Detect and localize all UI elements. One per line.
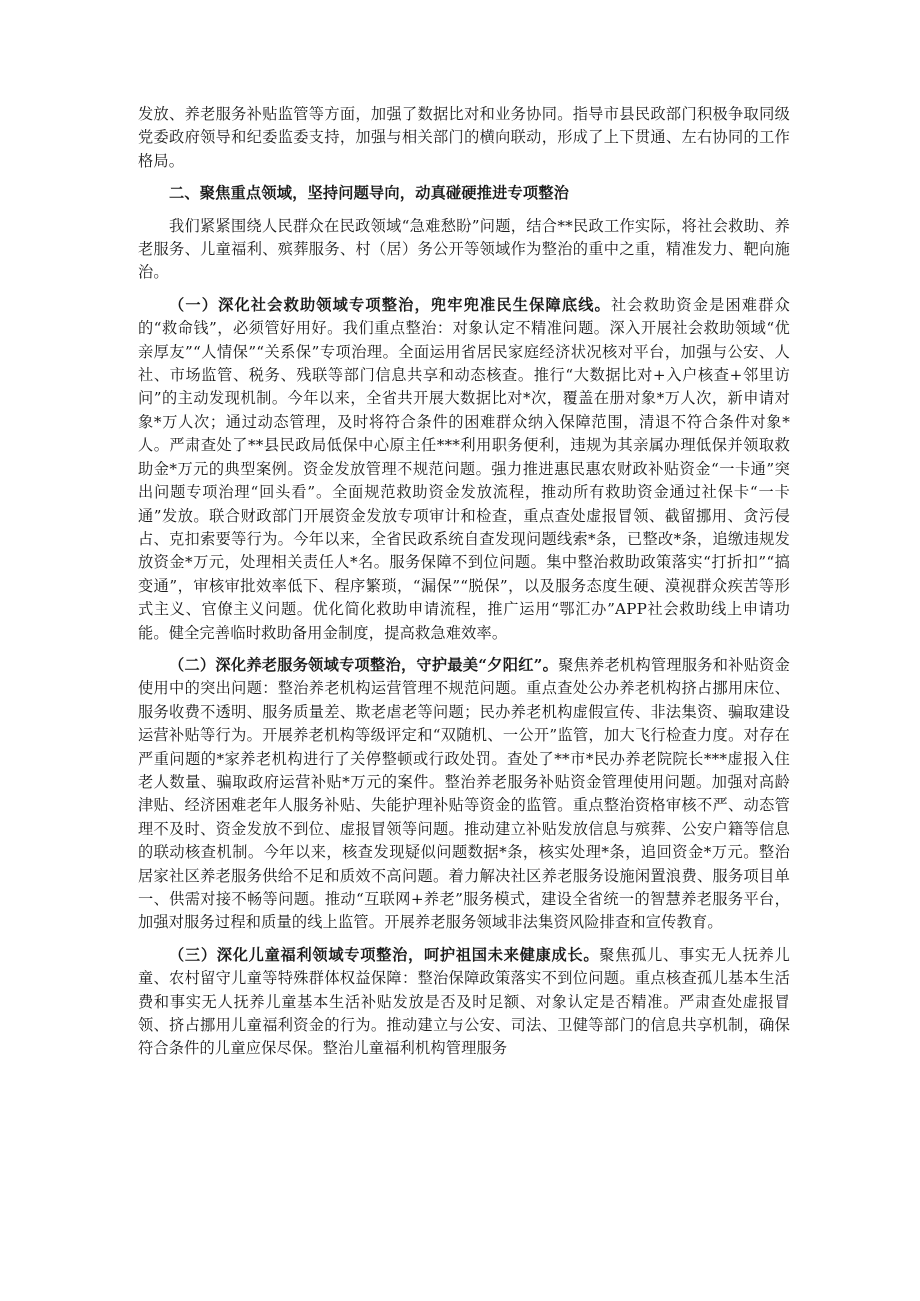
paragraph-social-assistance (138, 294, 790, 645)
document-page (138, 103, 790, 1061)
subheading-social-assistance: （一）深化社会救助领域专项整治，兜牢兜准民生保障底线。 (169, 295, 611, 314)
body-elderly-care: 聚焦养老机构管理服务和补贴资金使用中的突出问题：整治养老机构运营管理不规范问题。重点查处公办养老机构挤占挪用床位、服务收费不透明、服务质量差、欺老虐老等问题；民办养老机构虚假宣传、非法集资、骗取建设运营补贴等行为。开展养老机构等级评定和“双随机、一公开”监管，加大飞行检查力度。对存在严重问题的*家养老机构进行了关停整顿或行政处罚。查处了**市*民办养老院院长***虚报入住老人数量、骗取政府运营补贴*万元的案件。整治养老服务补贴资金管理使用问题。加强对高龄津贴、经济困难老年人服务补贴、失能护理补贴等资金的监管。重点整治资格审核不严、动态管理不及时、资金发放不到位、虚报冒领等问题。推动建立补贴发放信息与殡葬、公安户籍等信息的联动核查机制。今年以来，核查发现疑似问题数据*条，核实处理*条，追回资金*万元。整治居家社区养老服务供给不足和质效不高问题。着力解决社区养老服务设施闲置浪费、服务项目单一、供需对接不畅等问题。推动“互联网+养老”服务模式，建设全省统一的智慧养老服务平台，加强对服务过程和质量的线上监管。开展养老服务领域非法集资风险排查和宣传教育。 (138, 655, 791, 932)
section-heading-2: 二、聚焦重点领域，坚持问题导向，动真碰硬推进专项整治 (169, 184, 570, 203)
paragraph-intro: 我们紧紧围绕人民群众在民政领域“急难愁盼”问题，结合**民政工作实际，将社会救助、养老服务、儿童福利、殡葬服务、村（居）务公开等领域作为整治的重中之重，精准发力、靶向施治。 (138, 216, 790, 282)
paragraph-child-welfare (138, 944, 790, 1061)
body-child-welfare: 聚焦孤儿、事实无人抚养儿童、农村留守儿童等特殊群体权益保障：整治保障政策落实不到位问题。重点核查孤儿基本生活费和事实无人抚养儿童基本生活补贴发放是否及时足额、对象认定是否精准。严肃查处虚报冒领、挤占挪用儿童福利资金的行为。推动建立与公安、司法、卫健等部门的信息共享机制，确保符合条件的儿童应保尽保。整治儿童福利机构管理服务 (138, 945, 790, 1058)
paragraph-elderly-care (138, 654, 790, 935)
subheading-child-welfare: （三）深化儿童福利领域专项整治，呵护祖国未来健康成长。 (169, 945, 600, 964)
body-social-assistance: 社会救助资金是困难群众的“救命钱”，必须管好用好。我们重点整治：对象认定不精准问题。深入开展社会救助领域“优亲厚友”“人情保”“关系保”专项治理。全面运用省居民家庭经济状况核对平台，加强与公安、人社、市场监管、税务、残联等部门信息共享和动态核查。推行“大数据比对+入户核查+邻里访问”的主动发现机制。今年以来，全省共开展大数据比对*次，覆盖在册对象*万人次，新申请对象*万人次；通过动态管理，及时将符合条件的困难群众纳入保障范围，清退不符合条件对象*人。严肃查处了**县民政局低保中心原主任***利用职务便利，违规为其亲属办理低保并领取救助金*万元的典型案例。资金发放管理不规范问题。强力推进惠民惠农财政补贴资金“一卡通”突出问题专项治理“回头看”。全面规范救助资金发放流程，推动所有救助资金通过社保卡“一卡通”发放。联合财政部门开展资金发放专项审计和检查，重点查处虚报冒领、截留挪用、贪污侵占、克扣索要等行为。今年以来，全省民政系统自查发现问题线索*条，已整改*条，追缴违规发放资金*万元，处理相关责任人*名。服务保障不到位问题。集中整治救助政策落实“打折扣”“搞变通”，审核审批效率低下、程序繁琐，“漏保”“脱保”，以及服务态度生硬、漠视群众疾苦等形式主义、官僚主义问题。优化简化救助申请流程，推广运用“鄂汇办”APP社会救助线上申请功能。健全完善临时救助备用金制度，提高救急难效率。 (138, 295, 791, 642)
paragraph-continuation: 发放、养老服务补贴监管等方面，加强了数据比对和业务协同。指导市县民政部门积极争取同级党委政府领导和纪委监委支持，加强与相关部门的横向联动，形成了上下贯通、左右协同的工作格局。 (138, 105, 790, 170)
subheading-elderly-care: （二）深化养老服务领域专项整治，守护最美“夕阳红”。 (169, 655, 559, 674)
